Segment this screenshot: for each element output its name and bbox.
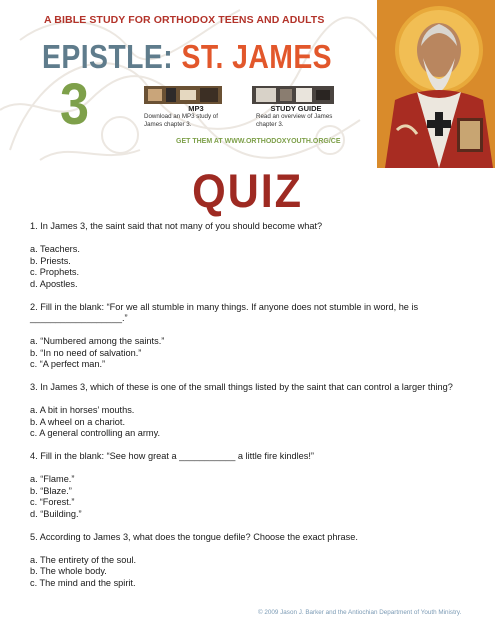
header-banner	[0, 0, 495, 168]
study-guide-heading: STUDY GUIDE	[270, 104, 322, 113]
chapter-number: 3	[60, 72, 90, 137]
title-epistle: EPISTLE:	[42, 38, 174, 75]
question-5	[30, 532, 470, 590]
option-c: c. Prophets.	[30, 267, 80, 277]
quiz-content	[30, 221, 470, 601]
study-guide-thumbnail-icon[interactable]	[252, 86, 334, 104]
option-b: b. A wheel on a chariot.	[30, 416, 126, 427]
study-subtitle: A BIBLE STUDY FOR ORTHODOX TEENS AND ADULTS	[44, 14, 325, 26]
question-text: 4. Fill in the blank: “See how great a ___________ a little fire kindles!”	[30, 451, 314, 461]
study-guide-description: Read an overview of James chapter 3.	[256, 113, 333, 128]
option-a: a. “Flame.”	[30, 474, 75, 484]
option-list	[30, 244, 470, 290]
option-c: c. “Forest.”	[30, 497, 75, 507]
title-st-james: ST. JAMES	[181, 38, 333, 75]
question-3	[30, 382, 470, 440]
option-c: c. A general controlling an army.	[30, 428, 161, 438]
question-text: 2. Fill in the blank: “For we all stumble in many things. If anyone does not stumble in word, he is __________________.”	[30, 301, 419, 323]
website-link[interactable]: GET THEM AT WWW.ORTHODOXYOUTH.ORG/CE	[176, 138, 341, 145]
option-a: a. The entirety of the soul.	[30, 554, 137, 565]
option-list	[30, 336, 470, 371]
option-c: c. The mind and the spirit.	[30, 577, 136, 588]
saint-james-icon	[377, 0, 495, 168]
option-d: d. Apostles.	[30, 278, 78, 289]
option-b: b. Priests.	[30, 255, 71, 266]
option-c: c. “A perfect man.”	[30, 359, 106, 369]
question-4	[30, 451, 470, 520]
option-b: b. “In no need of salvation.”	[30, 347, 142, 358]
question-2	[30, 302, 470, 371]
mp3-description: Download an MP3 study of James chapter 3.	[144, 113, 218, 128]
question-text: 3. In James 3, which of these is one of the small things listed by the saint that can control a larger thing?	[30, 382, 453, 392]
option-list	[30, 555, 470, 590]
question-text: 5. According to James 3, what does the tongue defile? Choose the exact phrase.	[30, 531, 358, 542]
mp3-thumbnail-icon[interactable]	[144, 86, 222, 104]
quiz-title: QUIZ	[192, 164, 303, 217]
option-list	[30, 405, 470, 440]
question-1	[30, 221, 470, 290]
option-list	[30, 474, 470, 520]
option-b: b. The whole body.	[30, 566, 107, 576]
copyright-footer: © 2009 Jason J. Barker and the Antiochian Department of Youth Ministry.	[258, 609, 462, 616]
option-b: b. “Blaze.”	[30, 485, 72, 496]
option-a: a. Teachers.	[30, 244, 80, 254]
study-title	[42, 38, 332, 76]
option-a: a. A bit in horses’ mouths.	[30, 405, 135, 415]
option-d: d. “Building.”	[30, 508, 82, 519]
option-a: a. “Numbered among the saints.”	[30, 336, 165, 346]
mp3-heading: MP3	[188, 104, 204, 113]
question-text: 1. In James 3, the saint said that not many of you should become what?	[30, 221, 323, 231]
